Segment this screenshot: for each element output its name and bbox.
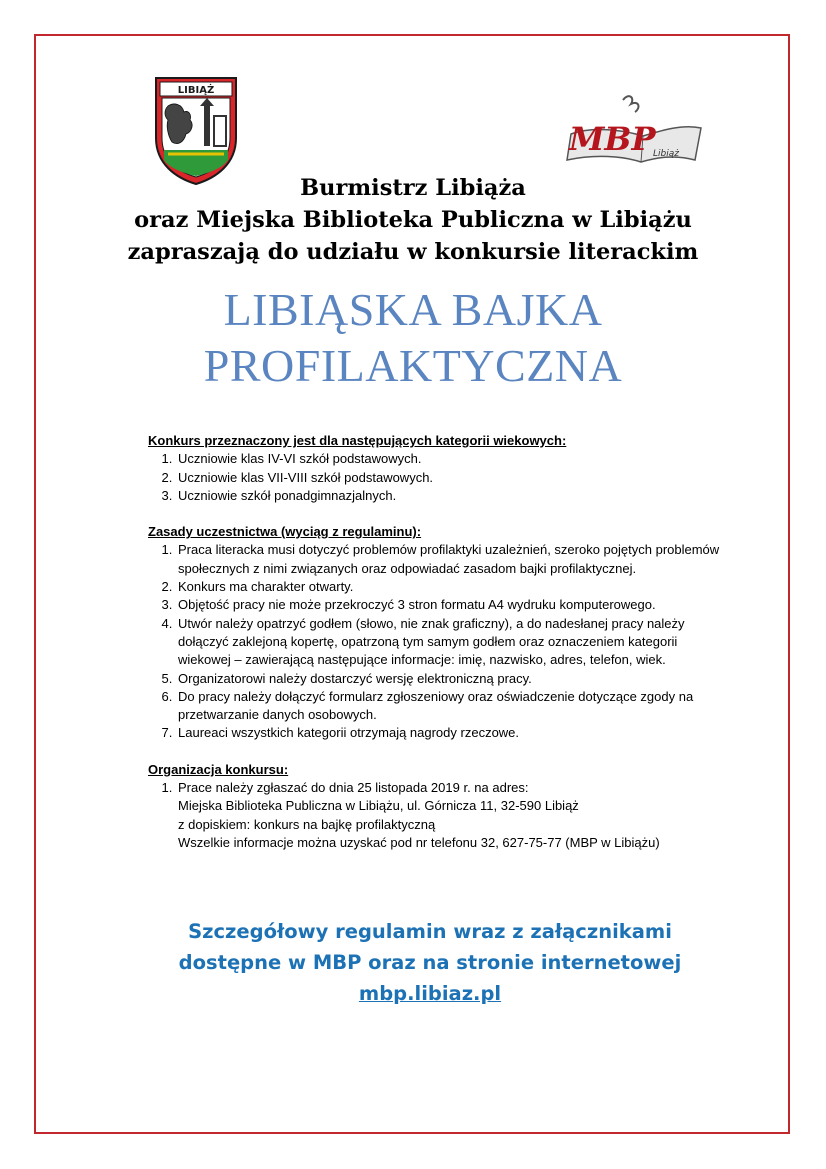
organizer-header [40, 172, 786, 268]
organizer-line-1: Burmistrz Libiąża [300, 175, 526, 201]
categories-heading: Konkurs przeznaczony jest dla następujących kategorii wiekowych: [148, 433, 567, 448]
rules-list [148, 541, 728, 742]
list-item: 6. Do pracy należy dołączyć formularz zgłoszeniowy oraz oświadczenie dotyczące zgody na przetwarzanie danych osobowych. [176, 688, 728, 725]
contest-title-line-1: LIBIĄSKA BAJKA [223, 284, 603, 335]
footer-info [120, 916, 740, 1009]
submission-address: Miejska Biblioteka Publiczna w Libiążu, ul. Górnicza 11, 32-590 Libiąż [178, 798, 579, 814]
list-item: 1. Praca literacka musi dotyczyć problemów profilaktyki uzależnień, szeroko pojętych problemów społecznych z nimi związanych oraz odpowiadać zasadom bajki profilaktycznej. [176, 541, 728, 578]
organization-heading: Organizacja konkursu: [148, 761, 289, 777]
contact-phone: Wszelkie informacje można uzyskać pod nr telefonu 32, 627-75-77 (MBP w Libiążu) [178, 834, 660, 850]
organizer-line-3: zapraszają do udziału w konkursie literackim [127, 239, 699, 265]
list-item [176, 779, 728, 852]
list-item: 3. Objętość pracy nie może przekroczyć 3 stron formatu A4 wydruku komputerowego. [176, 596, 728, 614]
rules-heading: Zasady uczestnictwa (wyciąg z regulaminu): [148, 524, 422, 540]
contest-details [148, 432, 728, 852]
list-item: 3. Uczniowie szkół ponadgimnazjalnych. [176, 487, 728, 505]
svg-text:LIBIĄŻ: LIBIĄŻ [177, 85, 215, 96]
website-link[interactable]: mbp.libiaz.pl [358, 982, 502, 1005]
list-item: 2. Konkurs ma charakter otwarty. [176, 578, 728, 596]
list-item: 2. Uczniowie klas VII-VIII szkół podstawowych. [176, 469, 728, 487]
footer-line-1: Szczegółowy regulamin wraz z załącznikami [188, 920, 672, 943]
contest-title [40, 282, 786, 394]
list-item: 5. Organizatorowi należy dostarczyć wersję elektroniczną pracy. [176, 670, 728, 688]
svg-text:Libiąż: Libiąż [653, 149, 679, 159]
submission-note: z dopiskiem: konkurs na bajkę profilaktyczną [178, 816, 436, 832]
contest-title-line-2: PROFILAKTYCZNA [203, 340, 623, 391]
organization-list [148, 779, 728, 852]
libiaz-crest-logo [154, 76, 238, 186]
mbp-library-logo [563, 90, 706, 165]
list-item: 4. Utwór należy opatrzyć godłem (słowo, nie znak graficzny), a do nadesłanej pracy należy dołączyć zaklejoną kopertę, opatrzoną tym samym godłem oraz oznaczeniem kategorii wiekowej – zawierającą następujące informacje: imię, nazwisko, adres, telefon, wiek. [176, 615, 728, 670]
svg-text:MBP: MBP [569, 120, 656, 158]
list-item: 7. Laureaci wszystkich kategorii otrzymają nagrody rzeczowe. [176, 724, 728, 742]
submission-deadline: 1. Prace należy zgłaszać do dnia 25 listopada 2019 r. na adres: [178, 780, 529, 796]
list-item: 1. Uczniowie klas IV-VI szkół podstawowych. [176, 450, 728, 468]
organizer-line-2: oraz Miejska Biblioteka Publiczna w Libiążu [134, 207, 692, 233]
footer-line-2: dostępne w MBP oraz na stronie internetowej [178, 951, 682, 974]
categories-list [148, 450, 728, 505]
